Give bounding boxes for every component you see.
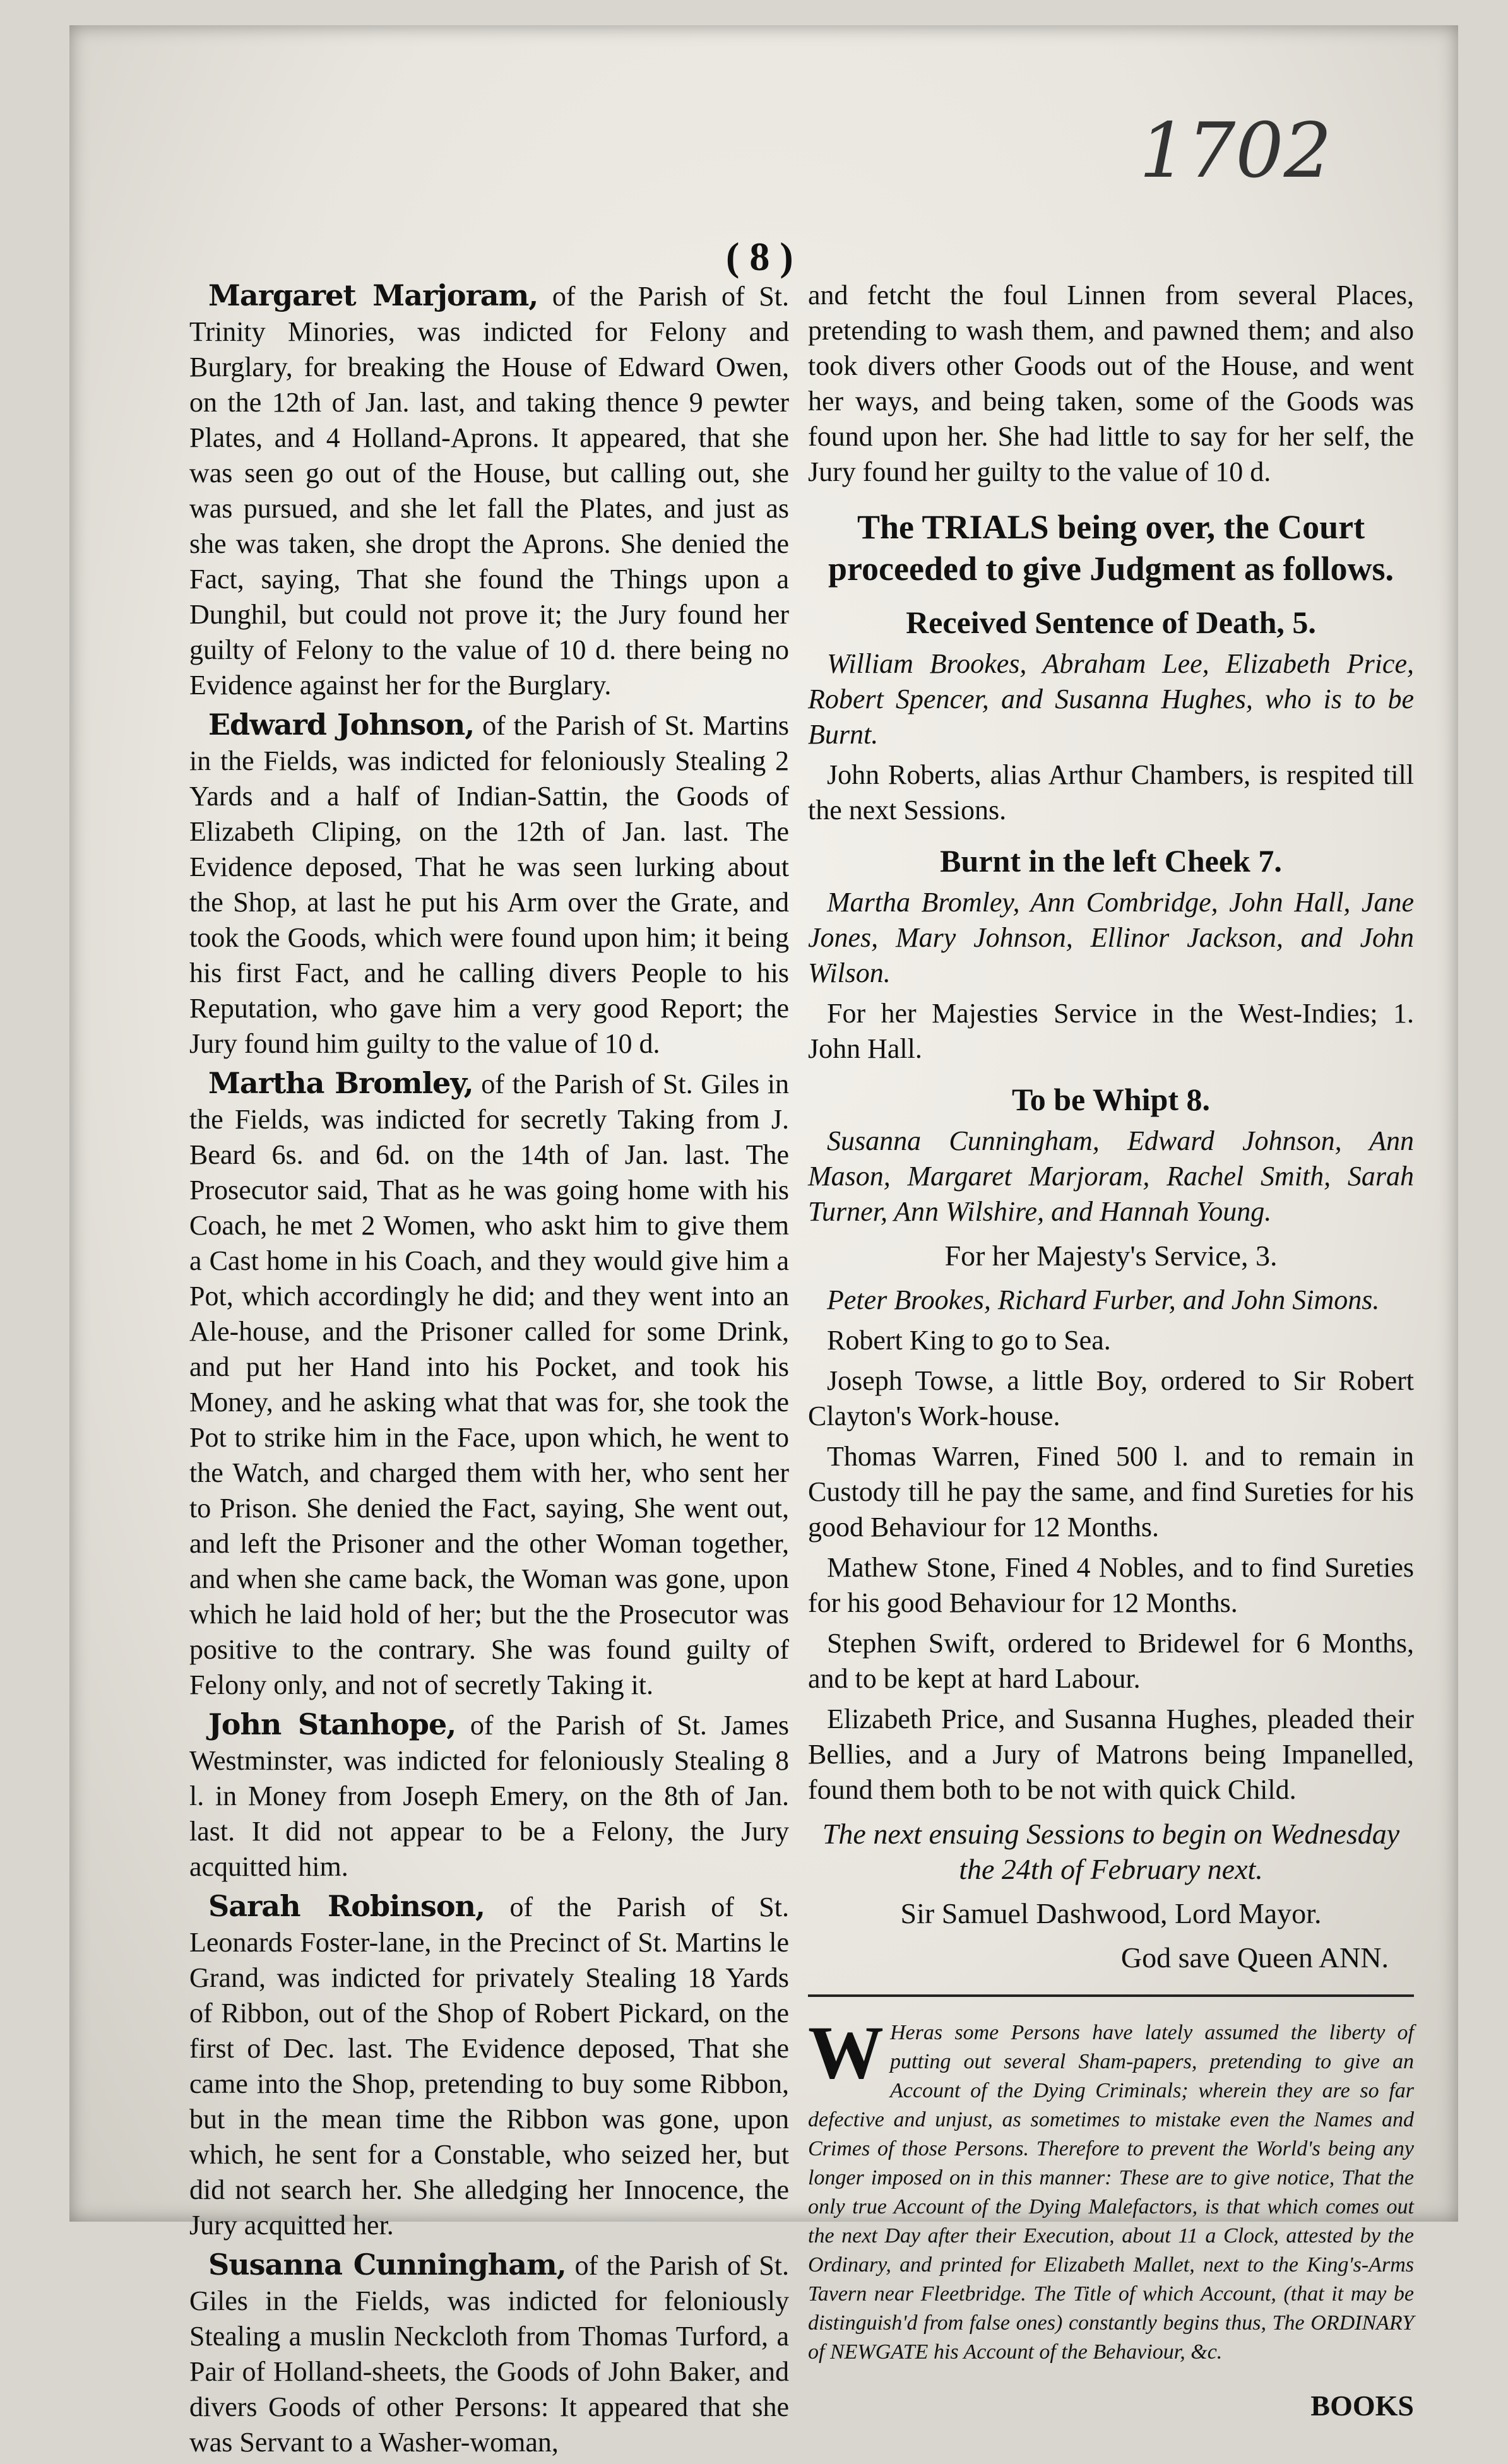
drop-cap: W [808, 2010, 884, 2094]
notice-text: Heras some Persons have lately assumed the liberty of putting out several Sham-papers, pretending to give an Account of the Dying Criminals; wherein they are so far defective and unjust, as sometimes to mistake even the Names and Crimes of those Persons. Therefore to prevent the World's being any longer imposed on in this manner: These are to give notice, That the only true Account of the Dying Malefactors, is that which comes out the next Day after their Execution, about 11 a Clock, attested by the Ordinary, and printed for Elizabeth Mallet, next to the King's-Arms Tavern near Fleetbridge. The Title of which Account, (that it may be distinguish'd from false ones) constantly begins thus, The ORDINARY of NEWGATE his Account of the Behaviour, &c. [808, 2021, 1414, 2364]
whipt-names: Susanna Cunningham, Edward Johnson, Ann Mason, Margaret Marjoram, Rachel Smith, Sarah Turner, Ann Wilshire, and Hannah Young. [808, 1125, 1414, 1227]
left-column [189, 278, 789, 2464]
defendant-name: Margaret Marjoram, [208, 278, 538, 312]
judgment-heading: The TRIALS being over, the Court proceeded to give Judgment as follows. [828, 508, 1394, 588]
death-heading: Received Sentence of Death, 5. [906, 605, 1316, 640]
catchword: BOOKS [1310, 2390, 1414, 2422]
warren-note: Thomas Warren, Fined 500 l. and to remain in Custody till he pay the same, and find Sureties for his good Behaviour for 12 Months. [808, 1441, 1414, 1543]
handwritten-year: 1702 [1139, 107, 1332, 195]
trial-entry [189, 1707, 789, 1885]
page-number: ( 8 ) [726, 234, 793, 279]
whipt-heading: To be Whipt 8. [1011, 1082, 1210, 1117]
respited-note: John Roberts, alias Arthur Chambers, is respited till the next Sessions. [808, 759, 1414, 826]
trial-text: of the Parish of St. Leonards Foster-lane, in the Precinct of St. Martins le Grand, was indicted for privately Stealing 18 Yards of Ribbon, out of the Shop of Robert Pickard, on the first of Dec. last. The Evidence deposed, That she came into the Shop, pretending to buy some Ribbon, but in the mean time the Ribbon was gone, upon which, he sent for a Constable, who seized her, but did not search her. She alledging her Innocence, the Jury acquitted her. [189, 1892, 789, 2241]
stone-note: Mathew Stone, Fined 4 Nobles, and to find Sureties for his good Behaviour for 12 Months. [808, 1552, 1414, 1618]
trial-entry [189, 707, 789, 1062]
god-save-queen: God save Queen ANN. [1120, 1941, 1389, 1974]
newspaper-page [69, 25, 1458, 2458]
trial-text: of the Parish of St. James Westminster, was indicted for feloniously Stealing 8 l. in Money from Joseph Emery, on the 8th of Jan. last. It did not appear to be a Felony, the Jury acquitted him. [189, 1710, 789, 1882]
defendant-name: John Stanhope, [208, 1707, 456, 1741]
trial-text: of the Parish of St. Martins in the Fields, was indicted for feloniously Stealing 2 Yards and a half of Indian-Sattin, the Goods of Elizabeth Cliping, on the 12th of Jan. last. The Evidence deposed, That he was seen lurking about the Shop, at last he put his Arm over the Grate, and took the Goods, which were found upon him; it being his first Fact, and he calling divers People to his Reputation, who gave him a very good Report; the Jury found him guilty to the value of 10 d. [189, 710, 789, 1059]
defendant-name: Susanna Cunningham, [208, 2248, 566, 2282]
trial-text: of the Parish of St. Trinity Minories, was indicted for Felony and Burglary, for breaking the House of Edward Owen, on the 12th of Jan. last, and taking thence 9 pewter Plates, and 4 Holland-Aprons. It appeared, that she was seen go out of the House, but calling out, she was pursued, and she let fall the Plates, and just as she was taken, she dropt the Aprons. She denied the Fact, saying, That she found the Things upon a Dunghil, but could not prove it; the Jury found her guilty of Felony to the value of 10 d. there being no Evidence against her for the Burglary. [189, 281, 789, 701]
burnt-names: Martha Bromley, Ann Combridge, John Hall, Jane Jones, Mary Johnson, Ellinor Jackson, and John Wilson. [808, 887, 1414, 988]
defendant-name: Sarah Robinson, [208, 1889, 485, 1923]
trial-entry [189, 1065, 789, 1703]
towse-note: Joseph Towse, a little Boy, ordered to Sir Robert Clayton's Work-house. [808, 1365, 1414, 1431]
ordinary-notice [808, 2010, 1414, 2367]
west-indies-note: For her Majesties Service in the West-Indies; 1. John Hall. [808, 998, 1414, 1064]
right-column [808, 278, 1414, 2424]
sea-note: Robert King to go to Sea. [827, 1325, 1111, 1356]
trial-text: of the Parish of St. Giles in the Fields, was indicted for secretly Taking from J. Beard 6s. and 6d. on the 14th of Jan. last. The Prosecutor said, That as he was going home with his Coach, he met 2 Women, who askt him to give them a Cast home in his Coach, and they would give him a Pot, which accordingly he did; and they went into an Ale-house, and the Prisoner called for some Drink, and put her Hand into his Pocket, and took his Money, and he asking what that was for, she took the Pot to strike him in the Face, upon which, he went to the Watch, and charged them with her, who sent her to Prison. She denied the Fact, saying, She went out, and left the Prisoner and the other Woman together, and when she came back, the Woman was gone, upon which he laid hold of her; but the the Prosecutor was positive to the contrary. She was found guilty of Felony only, and not of secretly Taking it. [189, 1069, 789, 1700]
burnt-heading: Burnt in the left Cheek 7. [940, 843, 1282, 879]
death-names: William Brookes, Abraham Lee, Elizabeth Price, Robert Spencer, and Susanna Hughes, who is to be Burnt. [808, 648, 1414, 750]
trial-continuation: and fetcht the foul Linnen from several Places, pretending to wash them, and pawned them; and also took divers other Goods out of the House, and went her ways, and being taken, some of the Goods was found upon her. She had little to say for her self, the Jury found her guilty to the value of 10 d. [808, 280, 1414, 487]
service-heading: For her Majesty's Service, 3. [944, 1240, 1278, 1272]
lord-mayor: Sir Samuel Dashwood, Lord Mayor. [900, 1897, 1322, 1929]
defendant-name: Martha Bromley, [208, 1066, 473, 1100]
bellies-note: Elizabeth Price, and Susanna Hughes, pleaded their Bellies, and a Jury of Matrons being Impanelled, found them both to be not with quick Child. [808, 1703, 1414, 1805]
service-names: Peter Brookes, Richard Furber, and John Simons. [827, 1284, 1380, 1315]
trial-entry [189, 278, 789, 703]
swift-note: Stephen Swift, ordered to Bridewel for 6 Months, and to be kept at hard Labour. [808, 1628, 1414, 1694]
trial-entry [189, 2247, 789, 2460]
defendant-name: Edward Johnson, [208, 708, 475, 742]
trial-entry [189, 1888, 789, 2243]
trial-text: of the Parish of St. Giles in the Fields, was indicted for feloniously Stealing a muslin Neckcloth from Thomas Turford, a Pair of Holland-sheets, the Goods of John Baker, and divers Goods of other Persons: It appeared that she was Servant to a Washer-woman, [189, 2250, 789, 2458]
next-sessions: The next ensuing Sessions to begin on Wednesday the 24th of February next. [822, 1818, 1400, 1885]
divider-rule [808, 1994, 1414, 1997]
